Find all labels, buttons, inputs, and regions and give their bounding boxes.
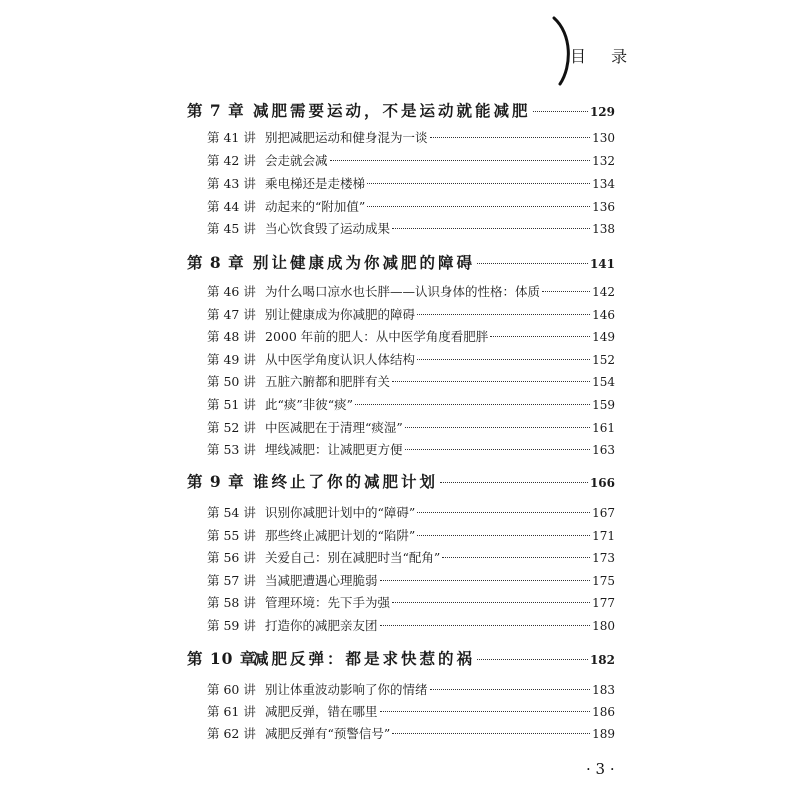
toc-title: 乘电梯还是走楼梯 xyxy=(265,176,366,191)
toc-number: 第 41 讲 xyxy=(207,130,256,145)
toc-page: 142 xyxy=(592,285,615,299)
toc-page: 132 xyxy=(592,154,615,168)
toc-page: 189 xyxy=(592,727,615,741)
toc-number: 第 51 讲 xyxy=(207,397,256,412)
dot-leader xyxy=(367,206,590,207)
dot-leader xyxy=(417,359,590,360)
toc-title: 减肥反弹：都是求快惹的祸 xyxy=(253,649,476,668)
toc-page: 152 xyxy=(592,353,615,367)
toc-title: 别把减肥运动和健身混为一谈 xyxy=(265,130,428,145)
toc-lecture xyxy=(207,724,615,746)
dot-leader xyxy=(405,427,590,428)
page-number: · 3 · xyxy=(586,760,615,778)
toc-number: 第 62 讲 xyxy=(207,726,256,741)
toc-lecture xyxy=(207,151,615,173)
toc-page: 177 xyxy=(592,596,615,610)
dot-leader xyxy=(417,512,590,513)
toc-title: 五脏六腑都和肥胖有关 xyxy=(265,374,391,389)
toc-title: 那些终止减肥计划的“陷阱” xyxy=(265,528,416,543)
toc-page: 138 xyxy=(592,222,615,236)
dot-leader xyxy=(380,580,591,581)
toc-title: 当心饮食毁了运动成果 xyxy=(265,221,391,236)
dot-leader xyxy=(477,263,588,264)
toc-number: 第 59 讲 xyxy=(207,618,256,633)
toc-lecture xyxy=(207,174,615,196)
toc-lecture xyxy=(207,197,615,219)
toc-title: 关爱自己：别在减肥时当“配角” xyxy=(265,550,441,565)
toc-title: 此“痰”非彼“痰” xyxy=(265,397,354,412)
toc-page: 130 xyxy=(592,131,615,145)
toc-title: 管理环境：先下手为强 xyxy=(265,595,391,610)
toc-number: 第 42 讲 xyxy=(207,153,256,168)
toc-lecture xyxy=(207,305,615,327)
toc-title: 减肥反弹有“预警信号” xyxy=(265,726,391,741)
dot-leader xyxy=(477,659,588,660)
toc-chapter xyxy=(187,470,615,496)
toc-page: 175 xyxy=(592,574,615,588)
dot-leader xyxy=(440,482,588,483)
dot-leader xyxy=(430,689,591,690)
toc-title: 减肥反弹，错在哪里 xyxy=(265,704,378,719)
toc-lecture xyxy=(207,372,615,394)
dot-leader xyxy=(355,404,590,405)
toc-title: 埋线减肥：让减肥更方便 xyxy=(265,442,403,457)
toc-number: 第 44 讲 xyxy=(207,199,256,214)
dot-leader xyxy=(490,336,590,337)
toc-page: 149 xyxy=(592,330,615,344)
toc-number: 第 45 讲 xyxy=(207,221,256,236)
toc-title: 别让健康成为你减肥的障碍 xyxy=(253,253,476,272)
toc-lecture xyxy=(207,616,615,638)
dot-leader xyxy=(392,602,590,603)
toc-lecture xyxy=(207,526,615,548)
toc-number: 第 8 章 xyxy=(187,253,245,272)
dot-leader xyxy=(533,111,588,112)
toc-page: 134 xyxy=(592,177,615,191)
toc-page: 129 xyxy=(589,105,615,119)
dot-leader xyxy=(392,228,590,229)
toc-title: 2000 年前的肥人：从中医学角度看肥胖 xyxy=(265,329,489,344)
toc-page: 154 xyxy=(592,375,615,389)
dot-leader xyxy=(392,733,590,734)
toc-title: 识别你减肥计划中的“障碍” xyxy=(265,505,416,520)
toc-number: 第 43 讲 xyxy=(207,176,256,191)
toc-page: 141 xyxy=(589,257,615,271)
toc-lecture xyxy=(207,571,615,593)
dot-leader xyxy=(380,625,591,626)
toc-number: 第 47 讲 xyxy=(207,307,256,322)
toc-number: 第 58 讲 xyxy=(207,595,256,610)
toc-page: 171 xyxy=(592,529,615,543)
toc-lecture xyxy=(207,395,615,417)
toc-lecture xyxy=(207,548,615,570)
dot-leader xyxy=(330,160,591,161)
dot-leader xyxy=(430,137,591,138)
toc-title: 别让健康成为你减肥的障碍 xyxy=(265,307,416,322)
dot-leader xyxy=(380,711,591,712)
toc-chapter xyxy=(187,647,615,673)
dot-leader xyxy=(392,381,590,382)
dot-leader xyxy=(542,291,590,292)
toc-lecture xyxy=(207,680,615,702)
toc-title: 从中医学角度认识人体结构 xyxy=(265,352,416,367)
toc-page: 180 xyxy=(592,619,615,633)
toc-page: 146 xyxy=(592,308,615,322)
toc-number: 第 50 讲 xyxy=(207,374,256,389)
toc-number: 第 49 讲 xyxy=(207,352,256,367)
toc-title: 谁终止了你的减肥计划 xyxy=(253,472,439,491)
toc-page: 161 xyxy=(592,421,615,435)
toc-lecture xyxy=(207,593,615,615)
toc-lecture xyxy=(207,327,615,349)
toc-number: 第 9 章 xyxy=(187,472,245,491)
toc-lecture xyxy=(207,440,615,462)
toc-lecture xyxy=(207,128,615,150)
toc-page: 182 xyxy=(589,653,615,667)
toc-lecture xyxy=(207,503,615,525)
toc-number: 第 48 讲 xyxy=(207,329,256,344)
toc-page: 186 xyxy=(592,705,615,719)
toc-title: 动起来的“附加值” xyxy=(265,199,366,214)
toc-lecture xyxy=(207,418,615,440)
toc-chapter xyxy=(187,251,615,277)
toc-number: 第 61 讲 xyxy=(207,704,256,719)
toc-title: 打造你的减肥亲友团 xyxy=(265,618,378,633)
toc-number: 第 56 讲 xyxy=(207,550,256,565)
toc-lecture xyxy=(207,702,615,724)
toc-number: 第 46 讲 xyxy=(207,284,256,299)
toc-page: 183 xyxy=(592,683,615,697)
toc-lecture xyxy=(207,282,615,304)
toc-number: 第 60 讲 xyxy=(207,682,256,697)
toc-number: 第 57 讲 xyxy=(207,573,256,588)
toc-number: 第 7 章 xyxy=(187,101,245,120)
toc-lecture xyxy=(207,350,615,372)
toc-number: 第 52 讲 xyxy=(207,420,256,435)
toc-number: 第 10 章 xyxy=(187,649,257,668)
toc-page: 136 xyxy=(592,200,615,214)
toc-page: 166 xyxy=(589,476,615,490)
toc-page: 159 xyxy=(592,398,615,412)
toc-page: 167 xyxy=(592,506,615,520)
toc-page: 163 xyxy=(592,443,615,457)
toc-number: 第 54 讲 xyxy=(207,505,256,520)
dot-leader xyxy=(442,557,590,558)
toc-chapter xyxy=(187,99,615,125)
dot-leader xyxy=(367,183,590,184)
toc-title: 减肥需要运动，不是运动就能减肥 xyxy=(253,101,531,120)
toc-title: 中医减肥在于清理“痰湿” xyxy=(265,420,403,435)
dot-leader xyxy=(417,314,590,315)
toc-title: 会走就会减 xyxy=(265,153,328,168)
toc-title: 别让体重波动影响了你的情绪 xyxy=(265,682,428,697)
toc-number: 第 53 讲 xyxy=(207,442,256,457)
dot-leader xyxy=(417,535,590,536)
toc-title: 为什么喝口凉水也长胖——认识身体的性格：体质 xyxy=(265,284,541,299)
toc-lecture xyxy=(207,219,615,241)
dot-leader xyxy=(405,449,591,450)
toc-page: 173 xyxy=(592,551,615,565)
toc-number: 第 55 讲 xyxy=(207,528,256,543)
header-title: 目 录 xyxy=(570,47,638,66)
toc-title: 当减肥遭遇心理脆弱 xyxy=(265,573,378,588)
